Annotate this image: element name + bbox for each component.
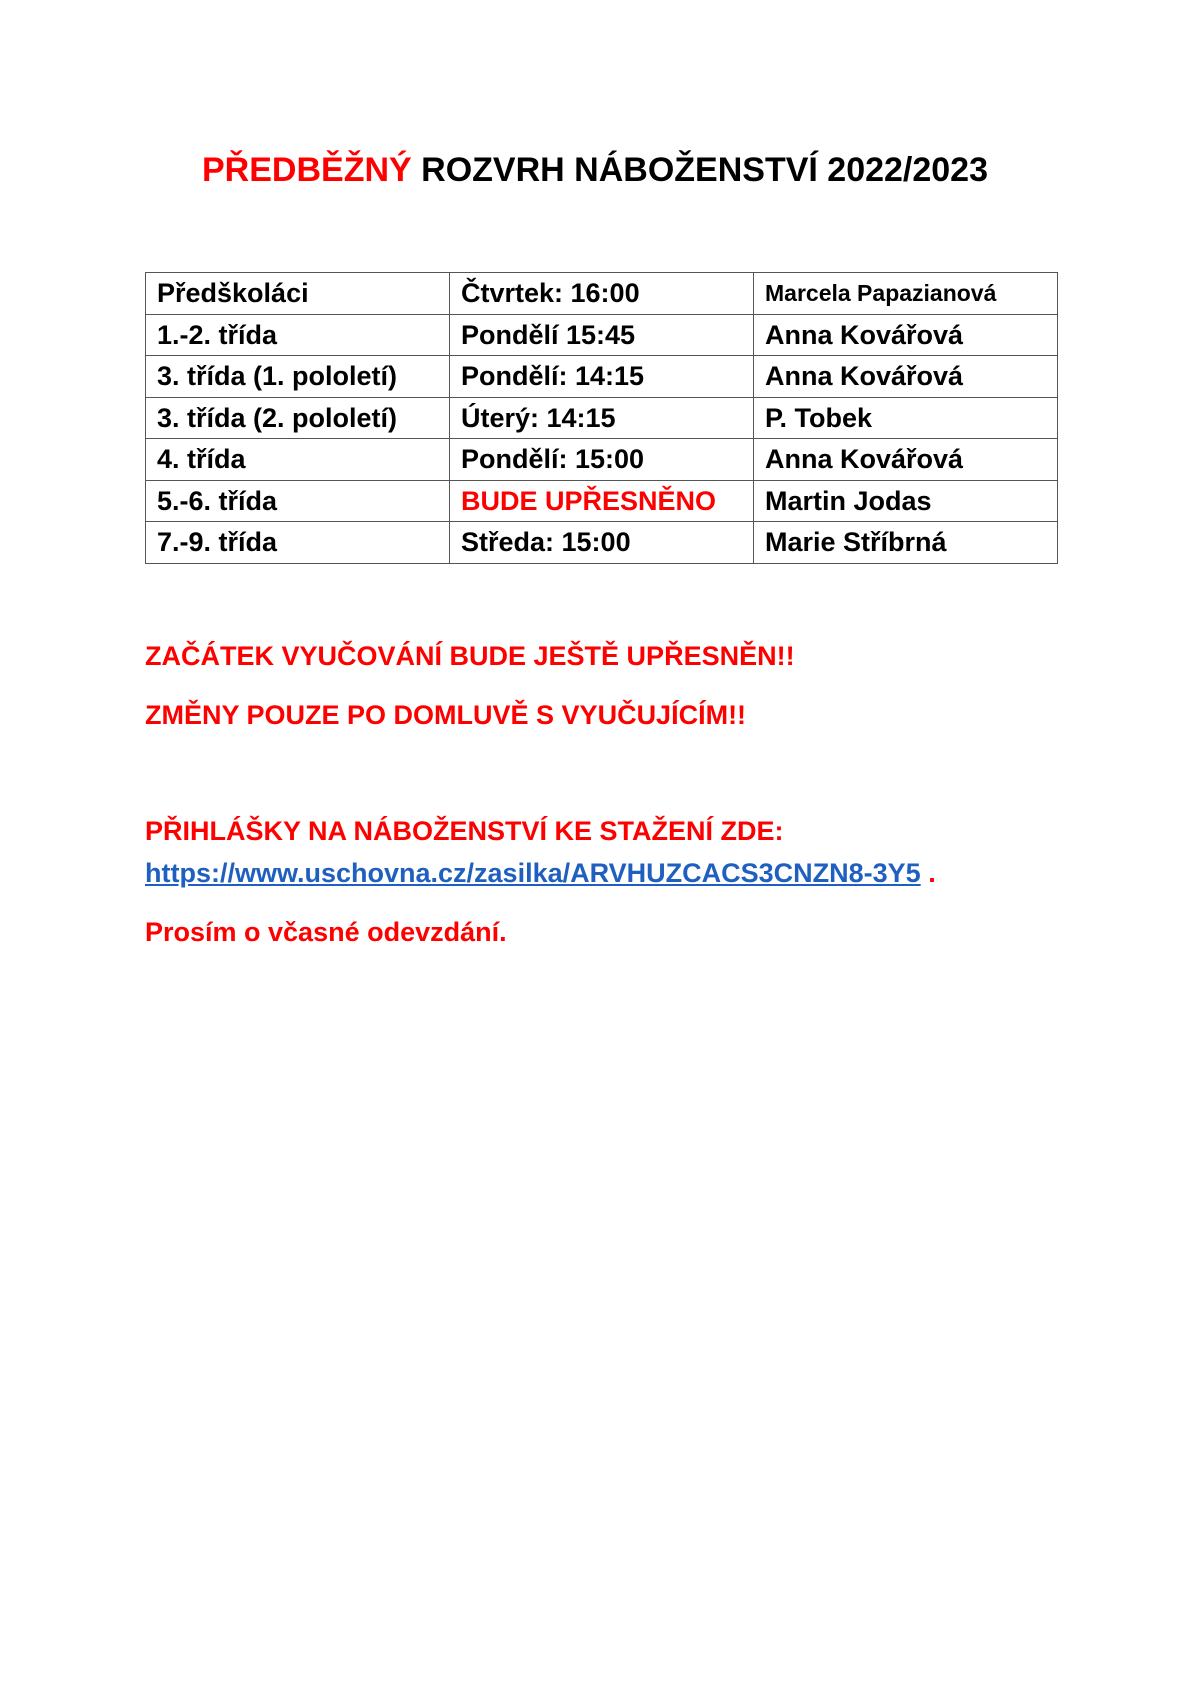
group-cell: 7.-9. třída (146, 522, 450, 564)
page-title (0, 148, 1190, 192)
table-row (146, 480, 1058, 522)
time-cell: Úterý: 14:15 (450, 397, 754, 439)
time-cell: Středa: 15:00 (450, 522, 754, 564)
teacher-cell: P. Tobek (754, 397, 1058, 439)
group-cell: 4. třída (146, 439, 450, 481)
time-cell (450, 480, 754, 522)
time-cell: Pondělí 15:45 (450, 314, 754, 356)
notice-applications: PŘIHLÁŠKY NA NÁBOŽENSTVÍ KE STAŽENÍ ZDE: (145, 816, 784, 846)
notice-request: Prosím o včasné odevzdání. (145, 917, 507, 947)
time-cell: Pondělí: 14:15 (450, 356, 754, 398)
notice-changes: ZMĚNY POUZE PO DOMLUVĚ S VYUČUJÍCÍM!! (145, 700, 747, 730)
link-suffix: . (928, 858, 936, 888)
table-row (146, 439, 1058, 481)
group-cell: 3. třída (1. pololetí) (146, 356, 450, 398)
time-tbd-label: BUDE UPŘESNĚNO (461, 485, 717, 516)
teacher-cell: Anna Kovářová (754, 314, 1058, 356)
teacher-cell: Marie Stříbrná (754, 522, 1058, 564)
title-preliminary: PŘEDBĚŽNÝ (202, 151, 412, 189)
table-row (146, 314, 1058, 356)
table-row (146, 356, 1058, 398)
group-cell: Předškoláci (146, 273, 450, 315)
teacher-cell: Marcela Papazianová (754, 273, 1058, 315)
time-cell: Čtvrtek: 16:00 (450, 273, 754, 315)
group-cell: 5.-6. třída (146, 480, 450, 522)
title-main: ROZVRH NÁBOŽENSTVÍ 2022/2023 (421, 151, 988, 189)
notice-start: ZAČÁTEK VYUČOVÁNÍ BUDE JEŠTĚ UPŘESNĚN!! (145, 641, 795, 671)
table-row (146, 397, 1058, 439)
table-row (146, 522, 1058, 564)
group-cell: 1.-2. třída (146, 314, 450, 356)
download-link[interactable]: https://www.uschovna.cz/zasilka/ARVHUZCACS3CNZN8-3Y5 (145, 858, 921, 888)
table-row (146, 273, 1058, 315)
teacher-cell: Martin Jodas (754, 480, 1058, 522)
schedule-table (145, 272, 1058, 564)
group-cell: 3. třída (2. pololetí) (146, 397, 450, 439)
teacher-cell: Anna Kovářová (754, 439, 1058, 481)
time-cell: Pondělí: 15:00 (450, 439, 754, 481)
download-link-line (145, 855, 936, 891)
teacher-cell: Anna Kovářová (754, 356, 1058, 398)
